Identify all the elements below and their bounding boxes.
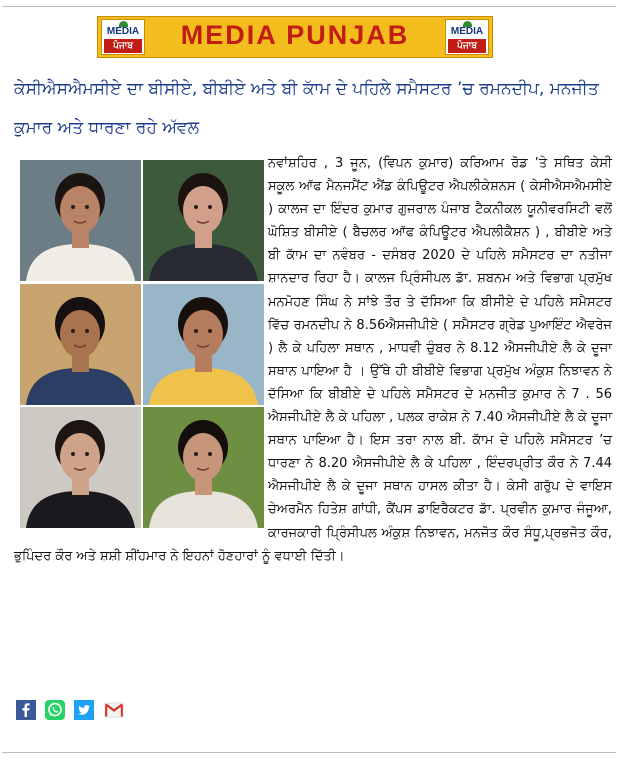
top-divider — [2, 6, 616, 7]
masthead-title: MEDIA PUNJAB — [180, 20, 410, 50]
article-body — [14, 152, 612, 568]
gmail-icon[interactable] — [104, 700, 124, 720]
logo-media-text: MEDIA — [450, 26, 484, 37]
logo-media-text: MEDIA — [106, 26, 140, 37]
logo-punjab-text: ਪੰਜਾਬ — [448, 39, 486, 53]
article-text: ਨਵਾਂਸ਼ਹਿਰ , 3 ਜੂਨ, (ਵਿਪਨ ਕੁਮਾਰ) ਕਰਿਆਮ ਰੋਡ ’ਤੇ ਸਥਿਤ ਕੇਸੀ ਸਕੂਲ ਆੱਫ ਮੈਨਜਮੈਂਟ ਐਂਡ ਕੰਪਿਊਟਰ ਐਪਲੀਕੇਸ਼ਨਸ ( ਕੇਸੀਐਸਐਮਸੀਏ ) ਕਾਲਜ ਦਾ ਇੰਦਰ ਕੁਮਾਰ ਗੁਜਰਾਲ ਪੰਜਾਬ ਟੈਕਨੀਕਲ ਯੂਨੀਵਰਸਿਟੀ ਵਲੋਂ ਘੋਸ਼ਿਤ ਬੀਸੀਏ ( ਬੈਚਲਰ ਆੱਫ ਕੰਪਿਊਟਰ ਐਪਲੀਕੈਸ਼ਨ ) , ਬੀਬੀਏ ਅਤੇ ਬੀ ਕਾੱਮ ਦਾ ਨਵੰਬਰ - ਦਸੰਬਰ 2020 ਦੇ ਪਹਿਲੇ ਸਮੈਸਟਰ ਦਾ ਨਤੀਜਾ ਸ਼ਾਨਦਾਰ ਰਿਹਾ ਹੈ। ਕਾਲਜ ਪ੍ਰਿੰਸੀਪਲ ਡਾੱ. ਸ਼ਬਨਮ ਅਤੇ ਵਿਭਾਗ ਪ੍ਰਮੁੱਖ ਮਨਮੋਹਣ ਸਿੰਘ ਨੇ ਸਾਂਝੇ ਤੌਰ ਤੇ ਦੱਸਿਆ ਕਿ ਬੀਸੀਏ ਦੇ ਪਹਿਲੇ ਸਮੈਸਟਰ ਵਿੱਚ ਰਮਨਦੀਪ ਨੇ 8.56ਐਸਜੀਪੀਏ ( ਸਮੈਸਟਰ ਗ੍ਰੇਡ ਪੁਆਇੰਟ ਐਵਰੇਜ ) ਲੈ ਕੇ ਪਹਿਲਾ ਸਥਾਨ , ਮਾਧਵੀ ਚੁੰਬਰ ਨੇ 8.12 ਐਸਜੀਪੀਏ ਲੈ ਕੇ ਦੂਜਾ ਸਥਾਨ ਪਾਇਆ ਹੈ । ਉੱਥੇ ਹੀ ਬੀਬੀਏ ਵਿਭਾਗ ਪ੍ਰਮੁੱਖ ਅੰਕੁਸ਼ ਨਿਝਾਵਨ ਨੇ ਦੱਸਿਆ ਕਿ ਬੀਬੀਏ ਦੇ ਪਹਿਲੇ ਸਮੈਸਟਰ ਦੇ ਮਨਜੀਤ ਕੁਮਾਰ ਨੇ 7 . 56 ਐਸਜੀਪੀਏ ਲੈ ਕੇ ਪਹਿਲਾ , ਪਲਕ ਰਾਕੇਸ਼ ਨੇ 7.40 ਐਸਜੀਪੀਏ ਲੈ ਕੇ ਦੂਜਾ ਸਥਾਨ ਪਾਇਆ ਹੈ। ਇਸ ਤਰਾ ਨਾਲ ਬੀ. ਕਾੱਮ ਦੇ ਪਹਿਲੇ ਸਮੈਸਟਰ ’ਚ ਧਾਰਣਾ ਨੇ 8.20 ਐਸਜੀਪੀਏ ਲੈ ਕੇ ਪਹਿਲਾ , ਇੰਦਰਪ੍ਰੀਤ ਕੌਰ ਨੇ 7.44 ਐਸਜੀਪੀਏ ਲੈ ਕੇ ਦੂਜਾ ਸਥਾਨ ਹਾਸਲ ਕੀਤਾ ਹੈ। ਕੇਸੀ ਗਰੁੱਪ ਦੇ ਵਾਇਸ ਚੇਅਰਮੈਨ ਹਿਤੇਸ਼ ਗਾਂਧੀ, ਕੈਂਪਸ ਡਾਇਰੈਕਟਰ ਡਾੱ. ਪ੍ਰਵੀਨ ਕੁਮਾਰ ਜੰਜੂਆ, ਕਾਰਜਕਾਰੀ ਪ੍ਰਿੰਸੀਪਲ ਅੰਕੁਸ਼ ਨਿਝਾਵਨ, ਮਨਜੋਤ ਕੌਰ ਸੰਧੂ,ਪ੍ਰਭਜੋਤ ਕੌਰ, ਭੁਪਿੰਦਰ ਕੌਰ ਅਤੇ ਸ਼ਸ਼ੀ ਸ਼ੀਂਹਮਾਰ ਨੇ ਇਹਨਾਂ ਹੋਣਹਾਰਾਂ ਨੂੰ ਵਧਾਈ ਦਿੱਤੀ। — [14, 156, 612, 564]
photo-spacer — [14, 152, 268, 523]
masthead-banner[interactable] — [97, 16, 493, 58]
article-headline: ਕੇਸੀਐਸਐਮਸੀਏ ਦਾ ਬੀਸੀਏ, ਬੀਬੀਏ ਅਤੇ ਬੀ ਕਾੱਮ ਦੇ ਪਹਿਲੇ ਸਮੈਸਟਰ ’ਚ ਰਮਨਦੀਪ, ਮਨਜੀਤ ਕੁਮਾਰ ਅਤੇ ਧਾਰਣਾ ਰਹੇ ਅੱਵਲ — [14, 79, 599, 138]
logo-punjab-text: ਪੰਜਾਬ — [104, 39, 142, 53]
facebook-icon[interactable] — [16, 700, 36, 720]
masthead-logo-right — [445, 19, 489, 55]
bottom-divider — [2, 752, 616, 753]
masthead-logo-left — [101, 19, 145, 55]
twitter-icon[interactable] — [74, 700, 94, 720]
whatsapp-icon[interactable] — [45, 700, 65, 720]
